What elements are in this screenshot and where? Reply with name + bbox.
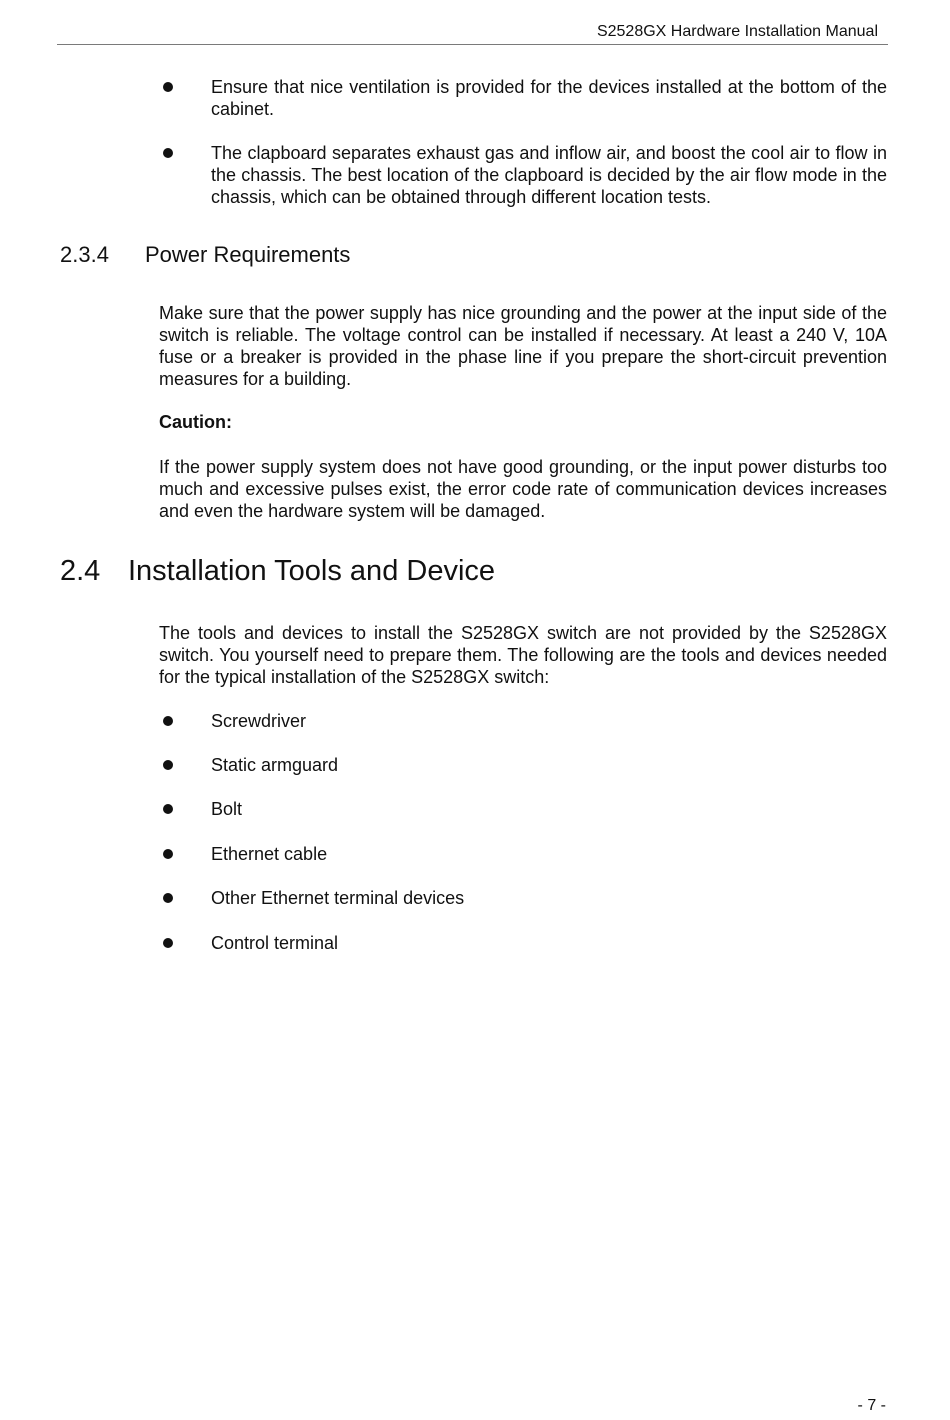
- bullet-icon: [163, 804, 173, 814]
- section-title: Power Requirements: [145, 242, 351, 267]
- tool-name: Ethernet cable: [211, 844, 328, 864]
- tool-list-item: [160, 798, 887, 820]
- clapboard-bullet: [160, 142, 887, 208]
- caution-paragraph: If the power supply system does not have good grounding, or the input power disturbs too much and excessive pulses exist, the error code rate of communication devices increases and even the hardware system will be damaged.: [159, 457, 887, 521]
- section-heading-2-4: [60, 554, 495, 588]
- bullet-icon: [163, 893, 173, 903]
- tool-list-item: [160, 932, 887, 954]
- tool-name: Screwdriver: [211, 711, 307, 731]
- tool-list-item: [160, 710, 887, 732]
- tool-name: Control terminal: [211, 933, 339, 953]
- bullet-icon: [163, 938, 173, 948]
- section-number: 2.4: [60, 555, 101, 587]
- page-number: - 7 -: [857, 1397, 886, 1414]
- tool-list-item: [160, 843, 887, 865]
- bullet-icon: [163, 716, 173, 726]
- bullet-icon: [163, 148, 173, 158]
- section-number: 2.3.4: [60, 242, 109, 267]
- running-header: [57, 20, 888, 45]
- bullet-text: Ensure that nice ventilation is provided for the devices installed at the bottom of the cabinet.: [211, 77, 887, 119]
- section-heading-2-3-4: [60, 242, 350, 268]
- manual-title: S2528GX Hardware Installation Manual: [596, 23, 878, 40]
- section-title: Installation Tools and Device: [128, 555, 496, 587]
- caution-label: Caution:: [159, 412, 232, 432]
- power-requirements-paragraph: Make sure that the power supply has nice grounding and the power at the input side of the switch is reliable. The voltage control can be installed if necessary. At least a 240 V, 10A fuse or a breaker is provided in the phase line if you prepare the short-circuit prevention measures for a building.: [159, 303, 887, 389]
- tool-name: Bolt: [211, 799, 243, 819]
- tool-list-item: [160, 754, 887, 776]
- ventilation-bullet: [160, 76, 887, 120]
- bullet-icon: [163, 82, 173, 92]
- bullet-text: The clapboard separates exhaust gas and inflow air, and boost the cool air to flow in the chassis. The best location of the clapboard is decided by the air flow mode in the chassis, which can be obtained through different location tests.: [211, 143, 887, 207]
- bullet-icon: [163, 849, 173, 859]
- tool-name: Other Ethernet terminal devices: [211, 888, 465, 908]
- tools-intro-paragraph: The tools and devices to install the S2528GX switch are not provided by the S2528GX switch. You yourself need to prepare them. The following are the tools and devices needed for the typical installation of the S2528GX switch:: [159, 623, 887, 687]
- tool-list-item: [160, 887, 887, 909]
- bullet-icon: [163, 760, 173, 770]
- tool-name: Static armguard: [211, 755, 339, 775]
